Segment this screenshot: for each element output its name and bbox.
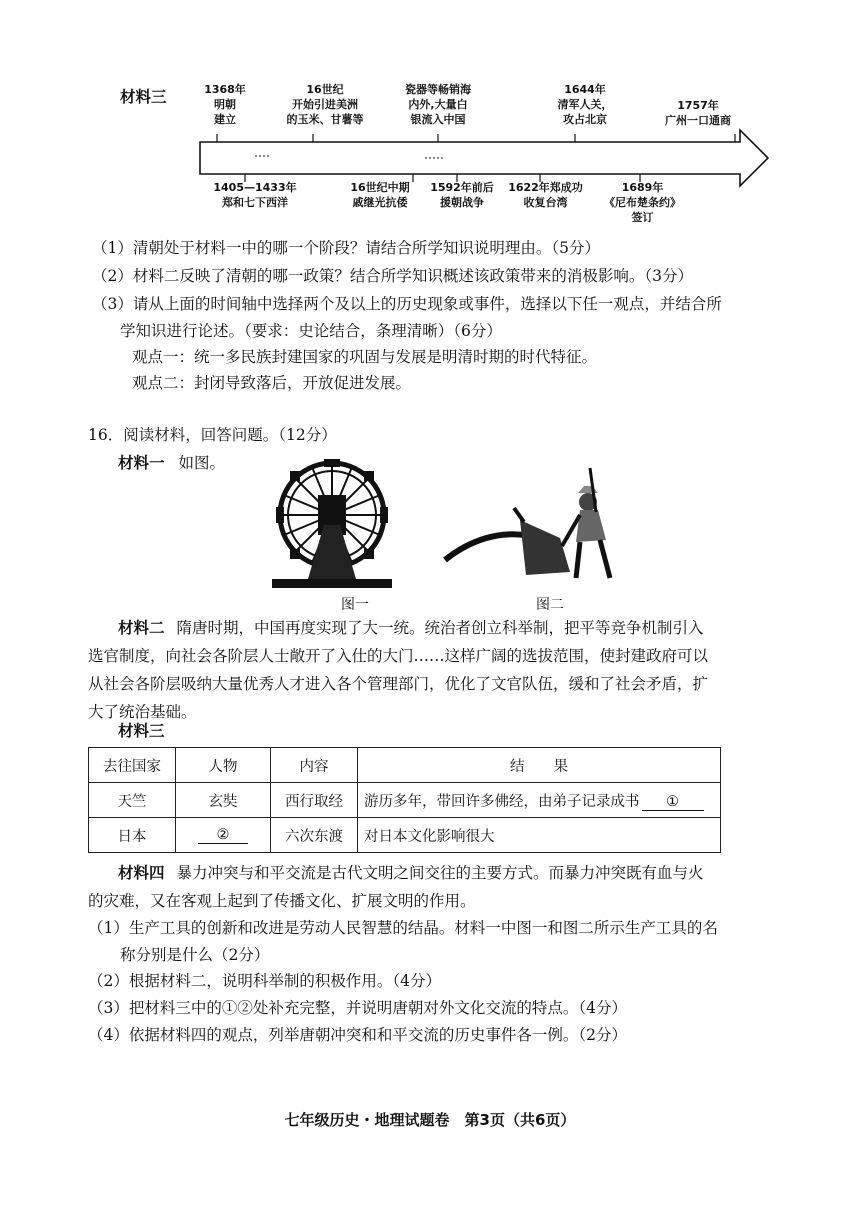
figure1-caption: 图一: [341, 597, 369, 613]
figure2-caption: 图二: [536, 597, 564, 613]
material4-paragraph: 材料四 暴力冲突与和平交流是古代文明之间交往的主要方式。而暴力冲突既有血与火 的灾难，又在客观上起到了传播文化、扩展文明的作用。: [88, 864, 704, 910]
q16-part1: （1）生产工具的创新和改进是劳动人民智慧的结晶。材料一中图一和图二所示生产工具的名: [88, 919, 718, 937]
q15-viewpoint1: 观点一：统一多民族封建国家的巩固与发展是明清时期的时代特征。: [132, 348, 598, 366]
timeline-event-1368: 1368年 明朝 建立: [204, 83, 246, 126]
q15-viewpoint2: 观点二：封闭导致落后，开放促进发展。: [132, 374, 412, 392]
table-header: 人物: [176, 748, 271, 783]
table-cell: 游历多年，带回许多佛经，由弟子记录成书 ①: [358, 783, 721, 818]
material3-table-label: 材料三: [118, 722, 165, 740]
timeline-event-korea-war: 1592年前后 援朝战争: [430, 181, 494, 209]
page-footer: 七年级历史・地理试题卷 第3页（共6页）: [284, 1111, 576, 1129]
answer-blank-1: ①: [642, 794, 704, 811]
answer-blank-2: ②: [198, 827, 248, 844]
table-header: 内容: [271, 748, 358, 783]
timeline-event-qijiguang: 16世纪中期 戚继光抗倭: [350, 181, 410, 209]
table-header: 结 果: [358, 748, 721, 783]
timeline-event-1644: 1644年 清军人关， 攻占北京: [557, 83, 613, 126]
material3-table: [88, 747, 721, 853]
table-cell: [176, 818, 271, 853]
q15-part3: （3）请从上面的时间轴中选择两个及以上的历史现象或事件，选择以下任一观点，并结合所: [92, 295, 722, 313]
material3-label: 材料三: [120, 88, 167, 106]
q16-material1: [118, 452, 225, 474]
q15-part2: （2）材料二反映了清朝的哪一政策？结合所学知识概述该政策带来的消极影响。（3分）: [92, 267, 693, 285]
q16-part1-cont: 称分别是什么（2分）: [120, 946, 270, 964]
plow-figure: [440, 460, 620, 585]
material1-label: 材料一: [118, 454, 165, 472]
q15-part1: （1）清朝处于材料一中的哪一个阶段？请结合所学知识说明理由。（5分）: [92, 239, 600, 257]
table-row: [89, 818, 721, 853]
table-header: 去往国家: [89, 748, 176, 783]
material1-text: 如图。: [178, 454, 226, 472]
q16-part2: （2）根据材料二，说明科举制的积极作用。（4分）: [88, 972, 441, 990]
timeline-event-1757: 1757年 广州一口通商: [665, 99, 731, 127]
waterwheel-figure: [268, 455, 398, 590]
material2-label: 材料二: [118, 619, 165, 637]
timeline-event-nerchinsk: 1689年 《尼布楚条约》 签订: [604, 181, 681, 224]
table-cell: 西行取经: [271, 783, 358, 818]
q15-part3-cont: 学知识进行论述。（要求：史论结合，条理清晰）（6分）: [120, 322, 502, 340]
q16-title: 16．阅读材料，回答问题。（12分）: [88, 426, 337, 444]
table-cell: 日本: [89, 818, 176, 853]
timeline-event-porcelain: 瓷器等畅销海 内外,大量白 银流入中国: [405, 83, 471, 126]
timeline-event-16c-crops: 16世纪 开始引进美洲 的玉米、甘薯等: [286, 83, 364, 126]
table-cell: 六次东渡: [271, 818, 358, 853]
q16-part4: （4）依据材料四的观点，列举唐朝冲突和和平交流的历史事件各一例。（2分）: [88, 1026, 627, 1044]
table-cell: 玄奘: [176, 783, 271, 818]
material4-label: 材料四: [118, 864, 165, 882]
timeline-arrow: [195, 128, 775, 188]
table-cell: 对日本文化影响很大: [358, 818, 721, 853]
table-header-row: [89, 748, 721, 783]
table-row: [89, 783, 721, 818]
timeline-event-zhenghe: 1405—1433年 郑和七下西洋: [213, 181, 297, 209]
q16-part3: （3）把材料三中的①②处补充完整，并说明唐朝对外文化交流的特点。（4分）: [88, 999, 627, 1017]
table-cell: 天竺: [89, 783, 176, 818]
material2-paragraph: 材料二 隋唐时期，中国再度实现了大一统。统治者创立科举制，把平等竞争机制引入 选官制度，向社会各阶层人士敞开了入仕的大门……这样广阔的选拔范围，使封建政府可以 从社会各阶层吸纳大量优秀人才进入各个管理部门，优化了文官队伍，缓和了社会矛盾，扩 大了统治基础。: [88, 619, 709, 721]
timeline-event-taiwan: 1622年郑成功 收复台湾: [508, 181, 583, 209]
